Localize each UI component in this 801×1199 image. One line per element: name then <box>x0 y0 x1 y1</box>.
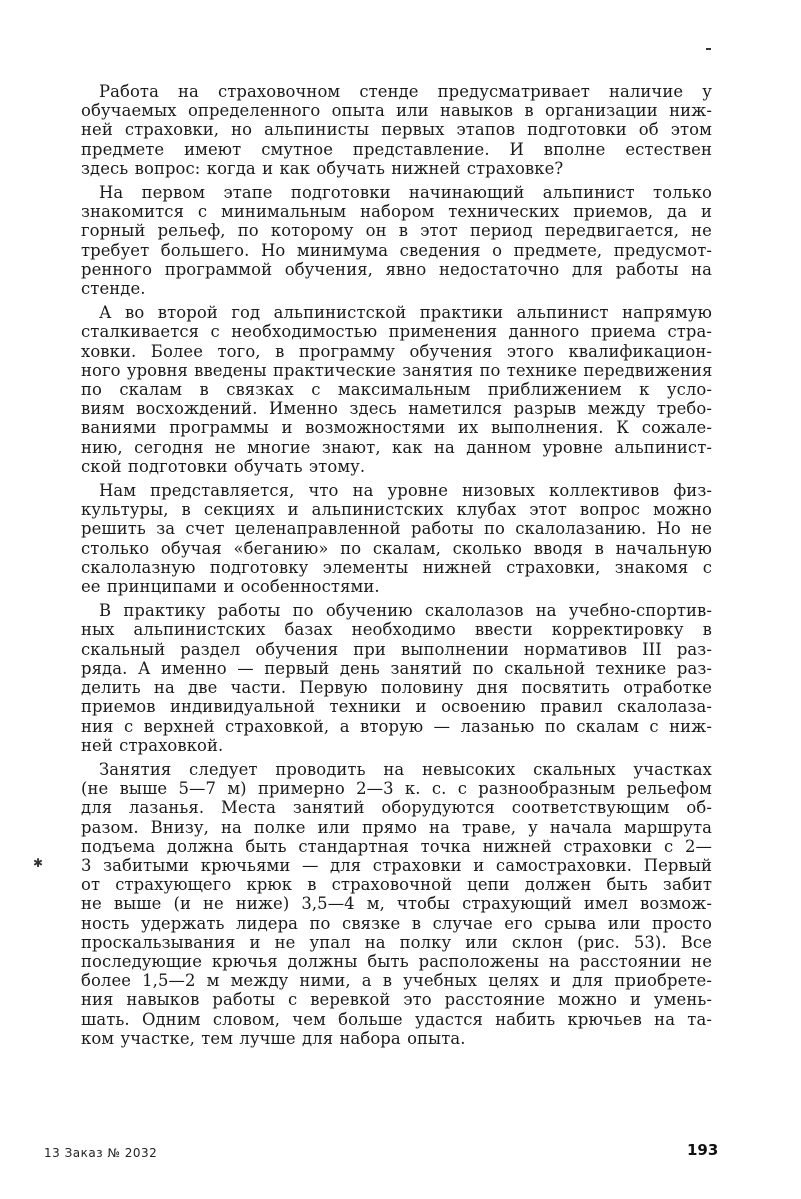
text-line: стенде. <box>81 279 146 299</box>
text-line: ния навыков работы с веревкой это расстояние можно и умень- <box>81 990 712 1010</box>
text-line: горный рельеф, по которому он в этот период передвигается, не <box>81 221 712 241</box>
text-line: проскальзывания и не упал на полку или склон (рис. 53). Все <box>81 932 712 952</box>
text-line: ней страховки, но альпинисты первых этапов подготовки об этом <box>81 120 712 140</box>
text-line: решить за счет целенаправленной работы по скалолазанию. Но не <box>81 519 712 539</box>
text-line: шать. Одним словом, чем больше удастся набить крючьев на та- <box>81 1009 712 1029</box>
text-line: не выше (и не ниже) 3,5—4 м, чтобы страхующий имел возмож- <box>81 894 712 914</box>
text-line: делить на две части. Первую половину дня посвятить отработке <box>81 678 712 698</box>
text-line: ком участке, тем лучше для набора опыта. <box>81 1028 466 1048</box>
printing-signature: 13 Заказ № 2032 <box>44 1146 158 1160</box>
text-line: знакомится с минимальным набором технических приемов, да и <box>81 202 712 222</box>
text-line: требует большего. Но минимума сведения о предмете, предусмот- <box>81 240 712 260</box>
text-line: ность удержать лидера по связке в случае его срыва или просто <box>81 913 712 933</box>
text-line: приемов индивидуальной техники и освоению правил скалолаза- <box>81 697 712 717</box>
text-line: предмете имеют смутное представление. И вполне естествен <box>81 139 712 159</box>
text-line: ного уровня введены практические занятия по технике передвижения <box>81 360 713 380</box>
text-line: ряда. А именно — первый день занятий по скальной технике раз- <box>81 658 712 678</box>
paragraph <box>81 82 712 178</box>
text-line: ных альпинистских базах необходимо ввести корректировку в <box>81 620 712 640</box>
page-body <box>81 82 712 1053</box>
text-line: 3 забитыми крючьями — для страховки и самостраховки. Первый <box>81 855 712 875</box>
text-line: от страхующего крюк в страховочной цепи должен быть забит <box>81 875 712 895</box>
text-line: разом. Внизу, на полке или прямо на траве, у начала маршрута <box>81 817 712 837</box>
text-line: обучаемых определенного опыта или навыков в организации ниж- <box>81 101 712 121</box>
text-line: Работа на страховочном стенде предусматривает наличие у <box>99 82 712 101</box>
text-line: здесь вопрос: когда и как обучать нижней страховке? <box>81 158 564 178</box>
text-line: ренного программой обучения, явно недостаточно для работы на <box>81 259 712 279</box>
paragraph <box>81 481 712 596</box>
text-line: ваниями программы и возможностями их выполнения. К сожале- <box>81 418 712 438</box>
text-line: ховки. Более того, в программу обучения этого квалификацион- <box>81 341 712 361</box>
text-line: культуры, в секциях и альпинистских клубах этот вопрос можно <box>81 500 712 520</box>
corner-dash-mark <box>706 48 711 50</box>
text-line: по скалам в связках с максимальным приближением к усло- <box>81 380 712 400</box>
text-line: ее принципами и особенностями. <box>81 577 380 597</box>
text-line: (не выше 5—7 м) примерно 2—3 к. с. с разнообразным рельефом <box>81 779 712 799</box>
text-line: для лазанья. Места занятий оборудуются соответствующим об- <box>81 798 712 818</box>
text-line: Нам представляется, что на уровне низовых коллективов физ- <box>99 481 712 501</box>
text-line: нию, сегодня не многие знают, как на данном уровне альпинист- <box>81 437 712 457</box>
text-line: скалолазную подготовку элементы нижней страховки, знакомя с <box>81 557 712 577</box>
paragraph <box>81 601 712 755</box>
paragraph <box>81 183 712 298</box>
paragraph <box>81 760 712 1048</box>
margin-mark: ✱ <box>33 856 44 870</box>
text-line: подъема должна быть стандартная точка нижней страховки с 2— <box>81 836 712 856</box>
text-line: виям восхождений. Именно здесь наметился разрыв между требо- <box>81 399 712 419</box>
text-line: Занятия следует проводить на невысоких скальных участках <box>99 759 712 779</box>
text-line: более 1,5—2 м между ними, а в учебных целях и для приобрете- <box>81 971 712 991</box>
text-line: ской подготовки обучать этому. <box>81 456 366 476</box>
text-line: А во второй год альпинистской практики альпинист напрямую <box>99 303 712 323</box>
text-line: сталкивается с необходимостью применения данного приема стра- <box>81 322 712 342</box>
text-line: последующие крючья должны быть расположены на расстоянии не <box>81 951 712 971</box>
paragraph <box>81 303 712 476</box>
text-line: На первом этапе подготовки начинающий альпинист только <box>99 183 712 203</box>
text-line: ния с верхней страховкой, а вторую — лазанью по скалам с ниж- <box>81 716 712 736</box>
text-line: ней страховкой. <box>81 735 224 755</box>
text-line: скальный раздел обучения при выполнении нормативов III раз- <box>81 639 712 659</box>
page-number: 193 <box>687 1141 719 1159</box>
text-line: В практику работы по обучению скалолазов на учебно-спортив- <box>99 601 712 621</box>
text-line: столько обучая «беганию» по скалам, сколько вводя в начальную <box>81 538 712 558</box>
